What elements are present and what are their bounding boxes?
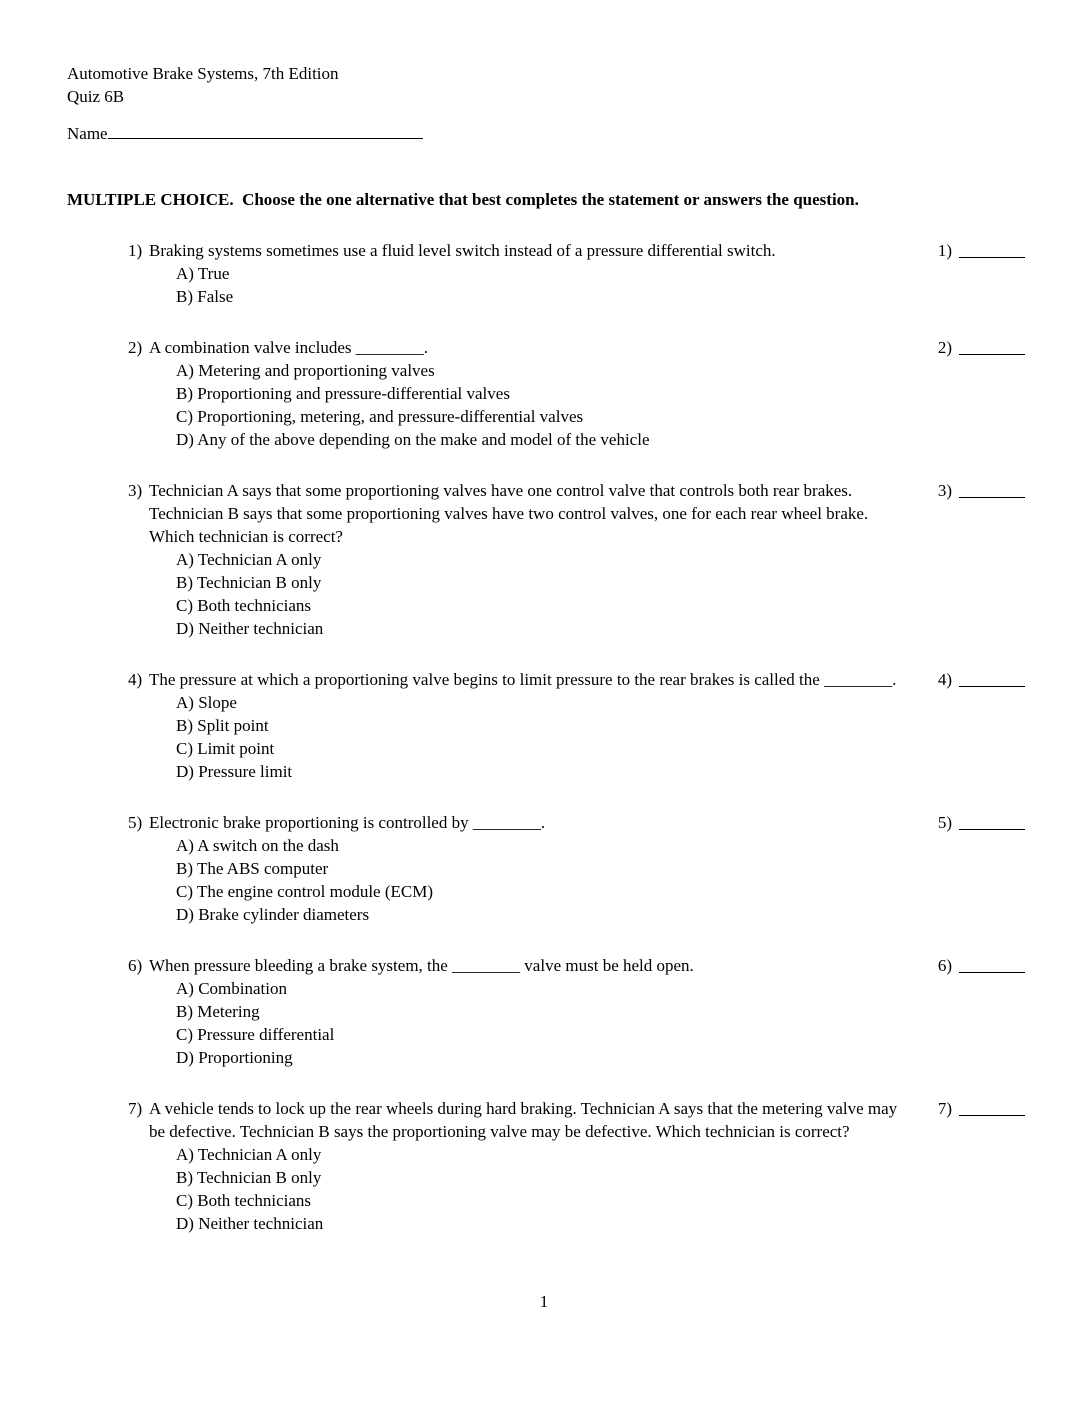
choices-list — [176, 1143, 1025, 1235]
choice-item: B) Technician B only — [176, 1168, 322, 1187]
page-number: 1 — [539, 1292, 549, 1311]
question-text: A combination valve includes ________. — [149, 338, 429, 357]
choice-item: A) Technician A only — [176, 550, 322, 569]
question-row — [128, 954, 1025, 977]
question — [128, 811, 1025, 926]
question — [128, 1097, 1025, 1235]
choice-item: C) Both technicians — [176, 1191, 312, 1210]
answer-blank-line — [959, 479, 1025, 498]
question-number: 4) — [128, 670, 143, 689]
name-label: Name — [67, 124, 108, 143]
choice-item: D) Proportioning — [176, 1048, 293, 1067]
answer-blank-line — [959, 954, 1025, 973]
choices-list — [176, 977, 1025, 1069]
choice-item: B) Metering — [176, 1002, 260, 1021]
choice-item: A) True — [176, 264, 230, 283]
choice-item: C) The engine control module (ECM) — [176, 882, 433, 901]
answer-number: 3) — [937, 481, 952, 500]
answer-number: 5) — [937, 813, 952, 832]
choice-item: D) Any of the above depending on the make and model of the vehicle — [176, 430, 650, 449]
answer-number: 4) — [937, 670, 952, 689]
answer-number: 7) — [937, 1099, 952, 1118]
name-blank-line — [108, 122, 423, 139]
choice-item: D) Pressure limit — [176, 762, 293, 781]
question-number: 2) — [128, 338, 143, 357]
question — [128, 954, 1025, 1069]
name-row — [67, 122, 1025, 145]
document-title: Automotive Brake Systems, 7th Edition — [67, 64, 339, 83]
choice-item: B) Proportioning and pressure-differential valves — [176, 384, 510, 403]
answer-blank-line — [959, 239, 1025, 258]
choice-item: C) Pressure differential — [176, 1025, 335, 1044]
question-number: 7) — [128, 1099, 143, 1118]
answer-blank-line — [959, 668, 1025, 687]
question-text: Technician A says that some proportioning valves have one control valve that controls both rear brakes. Technician B says that some proportioning valves have two control valves, one for each rear wheel brake. Which technician is correct? — [149, 481, 869, 546]
question-text: A vehicle tends to lock up the rear wheels during hard braking. Technician A says that the metering valve may be defective. Technician B says the proportioning valve may be defective. Which technician is correct? — [149, 1099, 898, 1141]
question-text: Braking systems sometimes use a fluid level switch instead of a pressure differential switch. — [149, 241, 776, 260]
answer-blank-line — [959, 811, 1025, 830]
answer-number: 6) — [937, 956, 952, 975]
question-text: Electronic brake proportioning is controlled by ________. — [149, 813, 546, 832]
choice-item: B) Technician B only — [176, 573, 322, 592]
question — [128, 336, 1025, 451]
answer-number: 2) — [937, 338, 952, 357]
choice-item: B) Split point — [176, 716, 269, 735]
question-row — [128, 239, 1025, 262]
answer-blank-line — [959, 336, 1025, 355]
choice-item: A) A switch on the dash — [176, 836, 339, 855]
question-number: 6) — [128, 956, 143, 975]
question-number: 5) — [128, 813, 143, 832]
question-row — [128, 668, 1025, 691]
choices-list — [176, 262, 1025, 308]
instructions-text: MULTIPLE CHOICE. Choose the one alternative that best completes the statement or answers the question. — [67, 190, 859, 209]
choice-item: A) Technician A only — [176, 1145, 322, 1164]
choice-item: A) Slope — [176, 693, 237, 712]
choice-item: C) Proportioning, metering, and pressure-differential valves — [176, 407, 584, 426]
question — [128, 668, 1025, 783]
question — [128, 239, 1025, 308]
question-number: 1) — [128, 241, 143, 260]
choice-item: D) Neither technician — [176, 619, 324, 638]
quiz-number-subtitle: Quiz 6B — [67, 87, 125, 106]
choice-item: C) Both technicians — [176, 596, 312, 615]
choice-item: B) False — [176, 287, 234, 306]
choice-item: A) Combination — [176, 979, 287, 998]
choice-item: B) The ABS computer — [176, 859, 329, 878]
question — [128, 479, 1025, 640]
question-text: When pressure bleeding a brake system, the ________ valve must be held open. — [149, 956, 694, 975]
choices-list — [176, 548, 1025, 640]
choices-list — [176, 691, 1025, 783]
choice-item: C) Limit point — [176, 739, 275, 758]
question-row — [128, 1097, 1025, 1143]
choice-item: D) Neither technician — [176, 1214, 324, 1233]
question-row — [128, 811, 1025, 834]
choices-list — [176, 359, 1025, 451]
document-header — [67, 62, 1025, 108]
answer-blank-line — [959, 1097, 1025, 1116]
choice-item: D) Brake cylinder diameters — [176, 905, 370, 924]
answer-number: 1) — [937, 241, 952, 260]
question-row — [128, 479, 1025, 548]
question-row — [128, 336, 1025, 359]
question-number: 3) — [128, 481, 143, 500]
choice-item: A) Metering and proportioning valves — [176, 361, 435, 380]
choices-list — [176, 834, 1025, 926]
question-text: The pressure at which a proportioning valve begins to limit pressure to the rear brakes is called the ________. — [149, 670, 897, 689]
